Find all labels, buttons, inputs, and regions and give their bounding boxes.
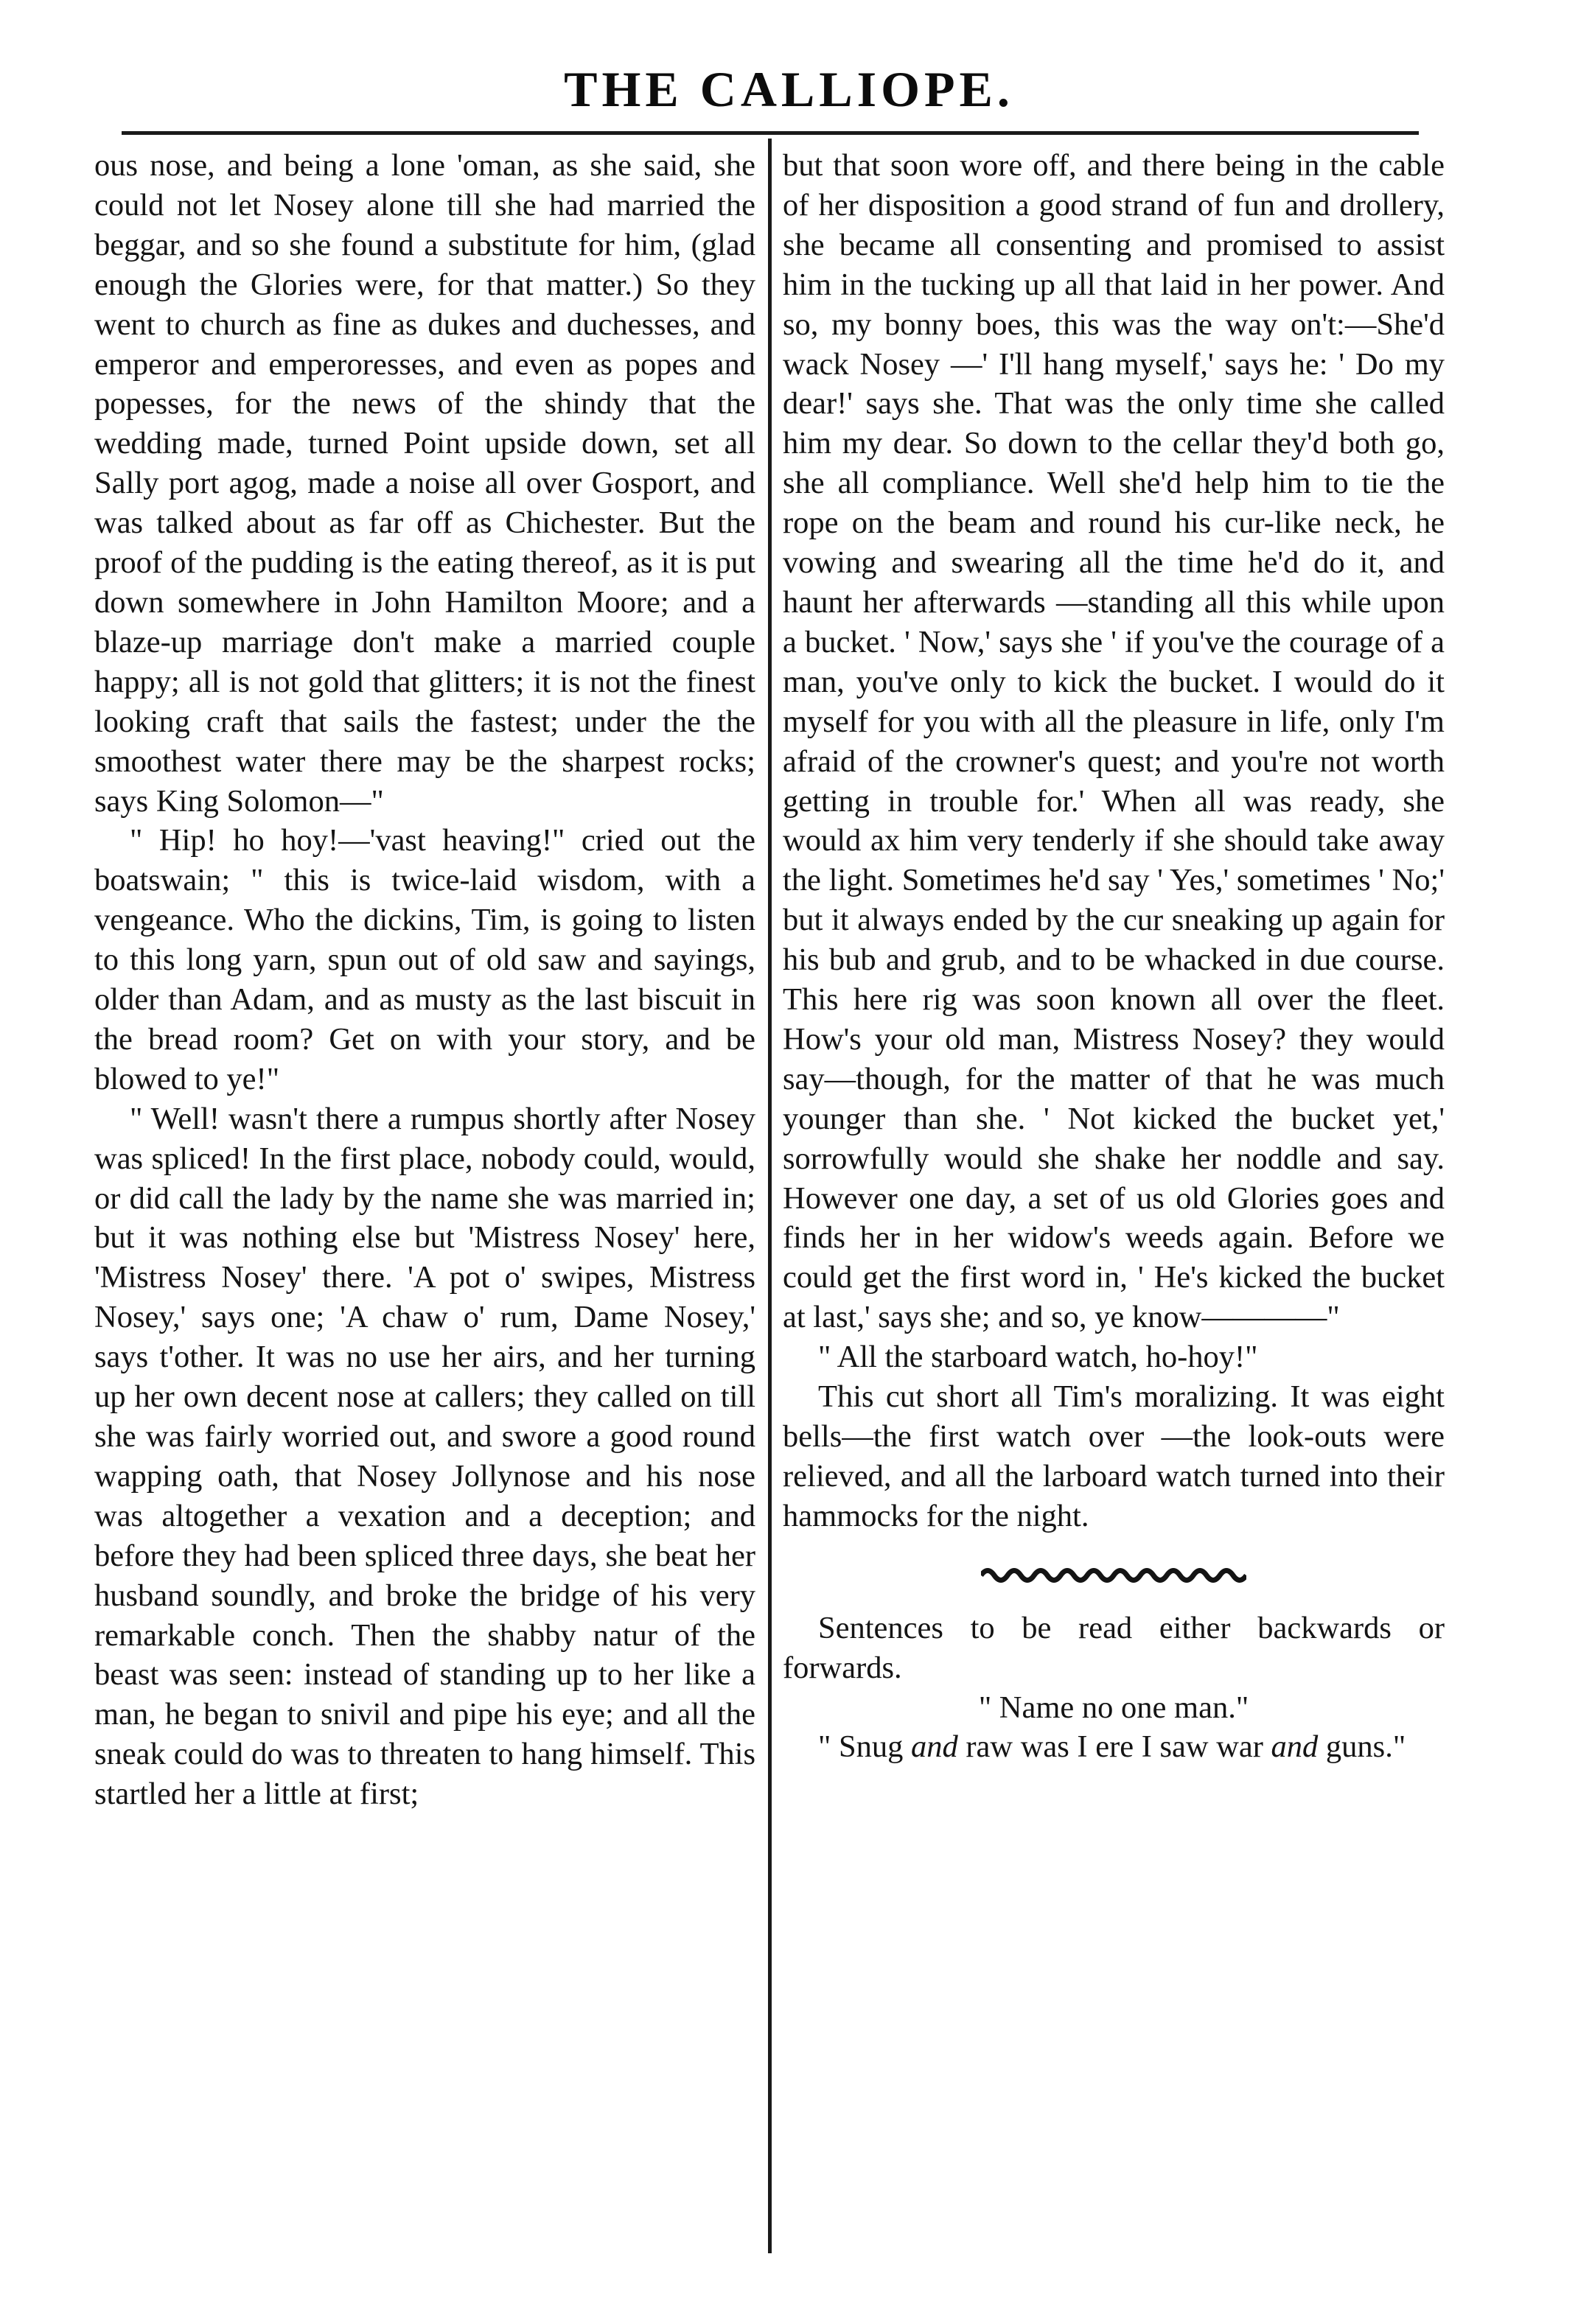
- palindrome-2-part-d: and: [1271, 1729, 1319, 1765]
- right-column: [783, 146, 1445, 1767]
- sentences-heading: Sentences to be read either backwards or forwards.: [783, 1610, 1445, 1685]
- palindrome-2-part-c: raw was I ere I saw war: [957, 1729, 1271, 1765]
- left-paragraph-1: ous nose, and being a lone 'oman, as she said, she could not let Nosey alone till she had married the beggar, and so she found a substitute for him, (glad enough the Glories were, for that matter.) So they went to church as fine as dukes and duchesses, and emperor and emperoresses, and even as popes and popesses, for the news of the shindy that the wedding made, turned Point upside down, set all Sally port agog, made a noise all over Gosport, and was talked about as far off as Chichester. But the proof of the pudding is the eating thereof, as it is put down somewhere in John Hamilton Moore; and a blaze-up marriage don't make a married couple happy; all is not gold that glitters; it is not the finest looking craft that sails the fastest; under the the smoothest water there may be the sharpest rocks; says King Solomon—": [94, 148, 755, 819]
- palindrome-2: [783, 1727, 1445, 1767]
- palindrome-1: " Name no one man.": [978, 1690, 1249, 1725]
- right-paragraph-2: " All the starboard watch, ho-hoy!": [818, 1340, 1258, 1375]
- left-column: [94, 146, 755, 1814]
- right-paragraph-1: but that soon wore off, and there being in the cable of her disposition a good strand of fun and drollery, she became all consenting and promised to assist him in the tucking up all that laid in her power. And so, my bonny boes, this was the way on't:—She'd wack Nosey —' I'll hang myself,' says he: ' Do my dear!' says she. That was the only time she called him my dear. So down to the cellar they'd both go, she all compliance. Well she'd help him to tie the rope on the beam and round his cur-like neck, he vowing and swearing all the time he'd do it, and haunt her afterwards —standing all this while upon a bucket. ' Now,' says she ' if you've the courage of a man, you've only to kick the bucket. I would do it myself for you with all the pleasure in life, only I'm afraid of the crowner's quest; and you're not worth getting in trouble for.' When all was ready, she would ax him very tenderly if she should take away the light. Sometimes he'd say ' Yes,' sometimes ' No;' but it always ended by the cur sneaking up again for his bub and grub, and to be whacked in due course. This here rig was soon known all over the fleet. How's your old man, Mistress Nosey? they would say—though, for the matter of that he was much younger than she. ' Not kicked the bucket yet,' sorrowfully would she shake her noddle and say. However one day, a set of us old Glories goes and finds her in her widow's weeds again. Before we could get the first word in, ' He's kicked the bucket at last,' says she; and so, ye know————": [783, 148, 1445, 1335]
- wavy-divider: [981, 1563, 1246, 1588]
- header-rule: [122, 131, 1419, 135]
- palindrome-2-part-a: " Snug: [818, 1729, 911, 1765]
- left-paragraph-3: " Well! wasn't there a rumpus shortly after Nosey was spliced! In the first place, nobody could, would, or did call the lady by the name she was married in; but it was nothing else but 'Mistress Nosey' here, 'Mistress Nosey' there. 'A pot o' swipes, Mistress Nosey,' says one; 'A chaw o' rum, Dame Nosey,' says t'other. It was no use her airs, and her turning up her own decent nose at callers; they called on till she was fairly worried out, and swore a good round wapping oath, that Nosey Jollynose and his nose was altogether a vexation and a deception; and before they had been spliced three days, she beat her husband soundly, and broke the bridge of his very remarkable conch. Then the shabby natur of the beast was seen: instead of standing up to her like a man, he began to snivil and pipe his eye; and all the sneak could do was to threaten to hang himself. This startled her a little at first;: [94, 1101, 755, 1812]
- right-paragraph-3: This cut short all Tim's moralizing. It was eight bells—the first watch over —the look-outs were relieved, and all the larboard watch turned into their hammocks for the night.: [783, 1379, 1445, 1533]
- column-divider: [768, 139, 772, 2253]
- palindrome-2-part-b: and: [911, 1729, 958, 1765]
- left-paragraph-2: " Hip! ho hoy!—'vast heaving!" cried out the boatswain; " this is twice-laid wisdom, with a vengeance. Who the dickins, Tim, is going to listen to this long yarn, spun out of old saw and sayings, older than Adam, and as musty as the last biscuit in the bread room? Get on with your story, and be blowed to ye!": [94, 823, 755, 1096]
- masthead-title: THE CALLIOPE.: [564, 61, 1014, 117]
- palindrome-2-part-e: guns.": [1318, 1729, 1406, 1765]
